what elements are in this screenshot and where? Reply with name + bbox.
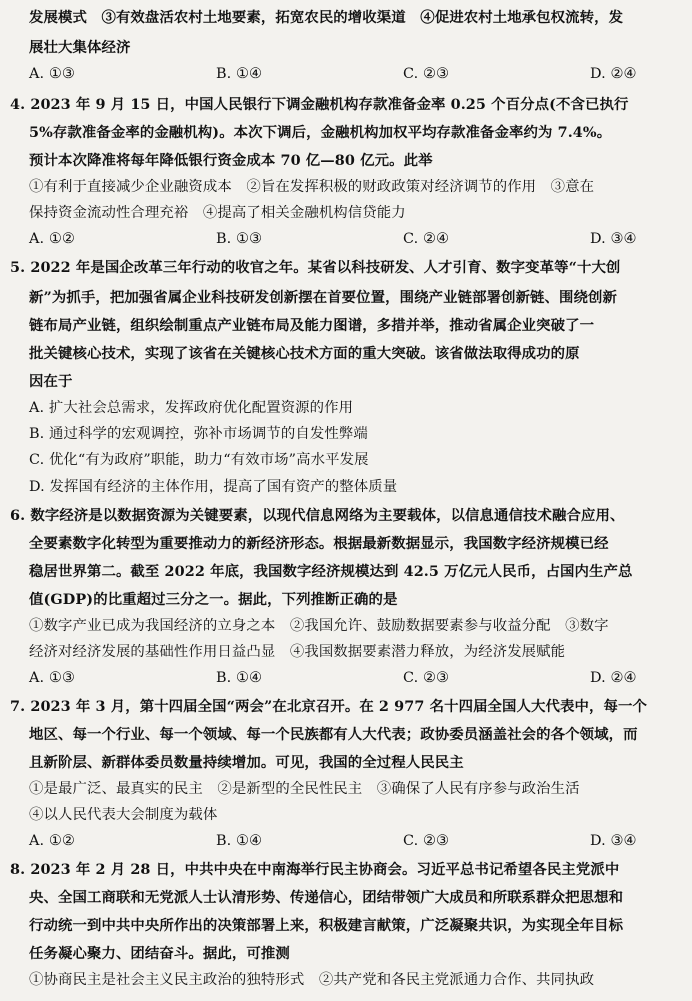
option-c: C. ②③ [403,670,449,686]
question-5-stem-line: 因在于 [29,373,73,390]
question-7-choice-line: ①是最广泛、最真实的民主 ②是新型的全民性民主 ③确保了人民有序参与政治生活 [29,781,580,797]
question-6-stem-line: 6. 数字经济是以数据资源为关键要素，以现代信息网络为主要载体，以信息通信技术融合应用、 [10,507,625,524]
question-4-stem-line: 4. 2023 年 9 月 15 日，中国人民银行下调金融机构存款准备金率 0.25 个百分点(不含已执行 [10,96,629,113]
option-d: D. ②④ [590,670,637,686]
option-b: B. ①④ [216,670,263,686]
question-5-option-b: B. 通过科学的宏观调控，弥补市场调节的自发性弊端 [29,426,368,442]
question-5-stem-line: 链布局产业链，组织绘制重点产业链布局及能力图谱，多措并举，推动省属企业突破了一 [29,317,595,334]
question-8-stem-line: 8. 2023 年 2 月 28 日，中共中央在中南海举行民主协商会。习近平总书记希望各民主党派中 [10,861,620,878]
question-4-choice-line: ①有利于直接减少企业融资成本 ②旨在发挥积极的财政政策对经济调节的作用 ③意在 [29,179,595,195]
question-7-options [0,831,692,851]
option-c: C. ②④ [403,231,449,247]
question-4-stem-line: 5%存款准备金率的金融机构)。本次下调后，金融机构加权平均存款准备金率约为 7.4%。 [29,124,612,141]
question-7-stem-line: 7. 2023 年 3 月，第十四届全国“两会”在北京召开。在 2 977 名十四届全国人大代表中，每一个 [10,698,647,715]
option-a: A. ①② [29,231,75,247]
question-7-choice-line: ④以人民代表大会制度为载体 [29,807,218,823]
question-4-stem-line: 预计本次降准将每年降低银行资金成本 70 亿—80 亿元。此举 [29,152,433,169]
question-8-stem-line: 行动统一到中共中央所作出的决策部署上来，积极建言献策，广泛凝聚共识，为实现全年目标 [29,917,624,934]
option-b: B. ①③ [216,231,263,247]
option-d: D. ③④ [590,833,637,849]
option-c: C. ②③ [403,66,449,82]
question-3-options [0,64,692,84]
question-5-option-a: A. 扩大社会总需求，发挥政府优化配置资源的作用 [29,400,354,416]
question-6-choice-line: 经济对经济发展的基础性作用日益凸显 ④我国数据要素潜力释放，为经济发展赋能 [29,644,566,660]
question-6-stem-line: 值(GDP)的比重超过三分之一。据此，下列推断正确的是 [29,591,398,608]
question-7-stem-line: 且新阶层、新群体委员数量持续增加。可见，我国的全过程人民民主 [29,754,464,771]
question-4-choice-line: 保持资金流动性合理充裕 ④提高了相关金融机构信贷能力 [29,205,406,221]
question-5-stem-line: 5. 2022 年是国企改革三年行动的收官之年。某省以科技研发、人才引育、数字变革等“十大创 [10,259,621,276]
option-a: A. ①③ [29,66,75,82]
question-5-stem-line: 批关键核心技术，实现了该省在关键核心技术方面的重大突破。该省做法取得成功的原 [29,345,580,362]
question-4-options [0,229,692,249]
question-8-choice-line: ①协商民主是社会主义民主政治的独特形式 ②共产党和各民主党派通力合作、共同执政 [29,972,595,988]
question-3-text-line: 发展模式 ③有效盘活农村土地要素，拓宽农民的增收渠道 ④促进农村土地承包权流转，发 [29,9,624,26]
option-b: B. ①④ [216,833,263,849]
question-8-stem-line: 央、全国工商联和无党派人士认清形势、传递信心，团结带领广大成员和所联系群众把思想和 [29,889,624,906]
option-d: D. ②④ [590,66,637,82]
question-7-stem-line: 地区、每一个行业、每一个领域、每一个民族都有人大代表；政协委员涵盖社会的各个领域，而 [29,726,638,743]
question-5-option-c: C. 优化“有为政府”职能，助力“有效市场”高水平发展 [29,452,369,468]
question-6-stem-line: 稳居世界第二。截至 2022 年底，我国数字经济规模达到 42.5 万亿元人民币，占国内生产总 [29,563,633,580]
question-3-text-line: 展壮大集体经济 [29,39,131,56]
question-5-option-d: D. 发挥国有经济的主体作用，提高了国有资产的整体质量 [29,479,398,495]
option-c: C. ②③ [403,833,449,849]
option-a: A. ①③ [29,670,75,686]
question-5-stem-line: 新”为抓手，把加强省属企业科技研发创新摆在首要位置，围绕产业链部署创新链、围绕创新 [29,289,618,306]
option-b: B. ①④ [216,66,263,82]
question-6-choice-line: ①数字产业已成为我国经济的立身之本 ②我国允许、鼓励数据要素参与收益分配 ③数字 [29,618,609,634]
question-6-options [0,668,692,688]
option-a: A. ①② [29,833,75,849]
question-6-stem-line: 全要素数字化转型为重要推动力的新经济形态。根据最新数据显示，我国数字经济规模已经 [29,535,609,552]
option-d: D. ③④ [590,231,637,247]
question-8-stem-line: 任务凝心聚力、团结奋斗。据此，可推测 [29,945,290,962]
